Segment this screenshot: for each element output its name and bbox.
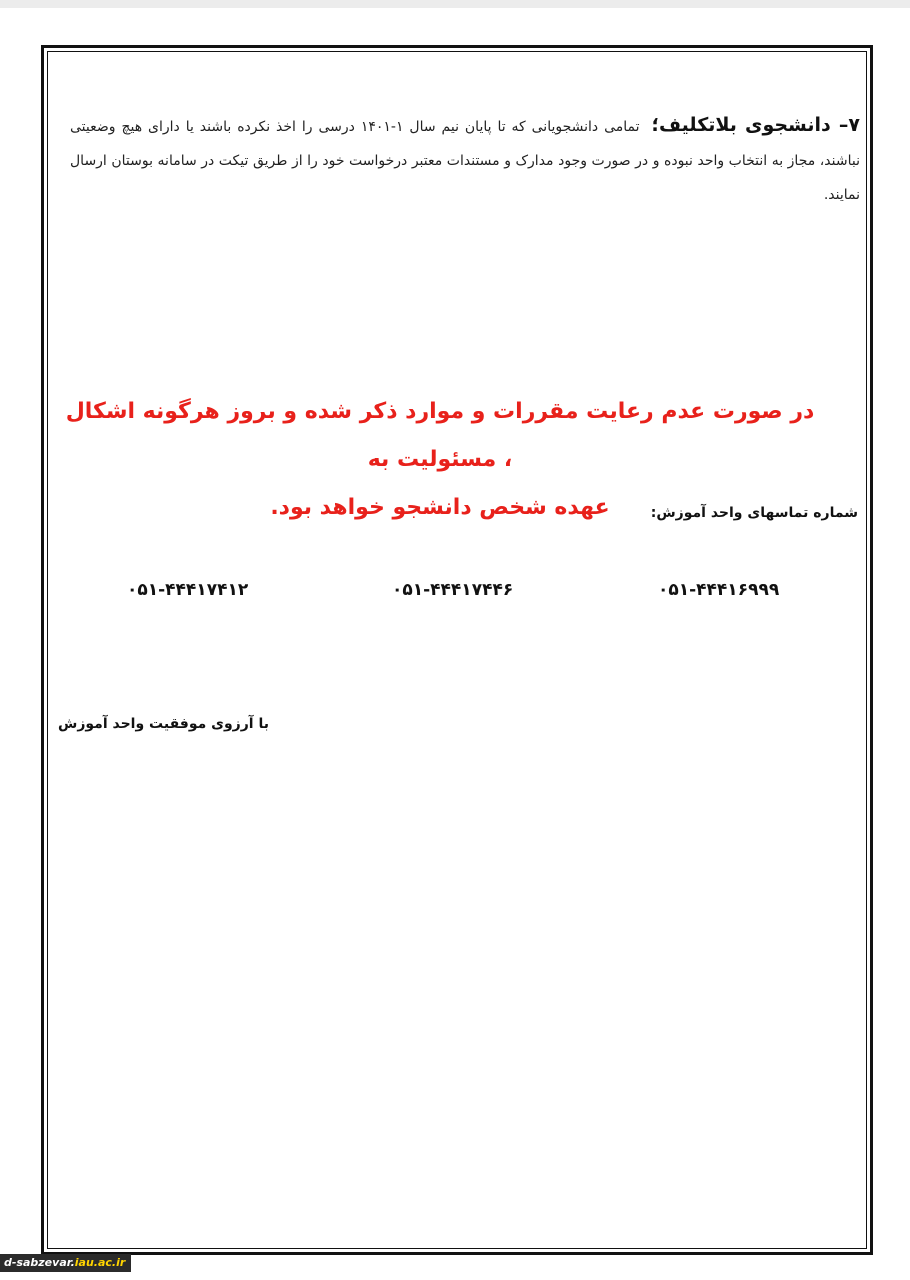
site-watermark: [0, 1254, 131, 1272]
closing-signature: با آرزوی موفقیت واحد آموزش: [58, 716, 269, 732]
phone-number: ۰۵۱-۴۴۴۱۶۹۹۹: [658, 580, 780, 600]
page-border-inner: [47, 51, 867, 1249]
warning-line-1: در صورت عدم رعایت مقررات و موارد ذکر شده و بروز هرگونه اشکال ، مسئولیت به: [65, 399, 815, 472]
watermark-prefix: d-sabzevar.: [4, 1256, 75, 1269]
section-7-paragraph: [70, 108, 860, 212]
top-edge: [0, 0, 910, 8]
page-border: [41, 45, 873, 1255]
phone-number: ۰۵۱-۴۴۴۱۷۴۱۲: [127, 580, 249, 600]
phone-number: ۰۵۱-۴۴۴۱۷۴۴۶: [392, 580, 514, 600]
section-body: تمامی دانشجویانی که تا پایان نیم سال ۱-۱۴۰۱ درسی را اخذ نکرده باشند یا دارای هیچ وضعیتی نباشند، مجاز به انتخاب واحد نبوده و در صورت وجود مدارک و مستندات معتبر درخواست خود را از طریق تیکت در سامانه بوستان ارسال نمایند.: [70, 119, 860, 203]
section-heading: ۷– دانشجوی بلاتکلیف؛: [651, 114, 860, 136]
contacts-title: شماره تماسهای واحد آموزش:: [650, 505, 858, 521]
watermark-domain: iau.ac.ir: [74, 1256, 126, 1269]
warning-line-2: عهده شخص دانشجو خواهد بود.: [270, 495, 610, 520]
